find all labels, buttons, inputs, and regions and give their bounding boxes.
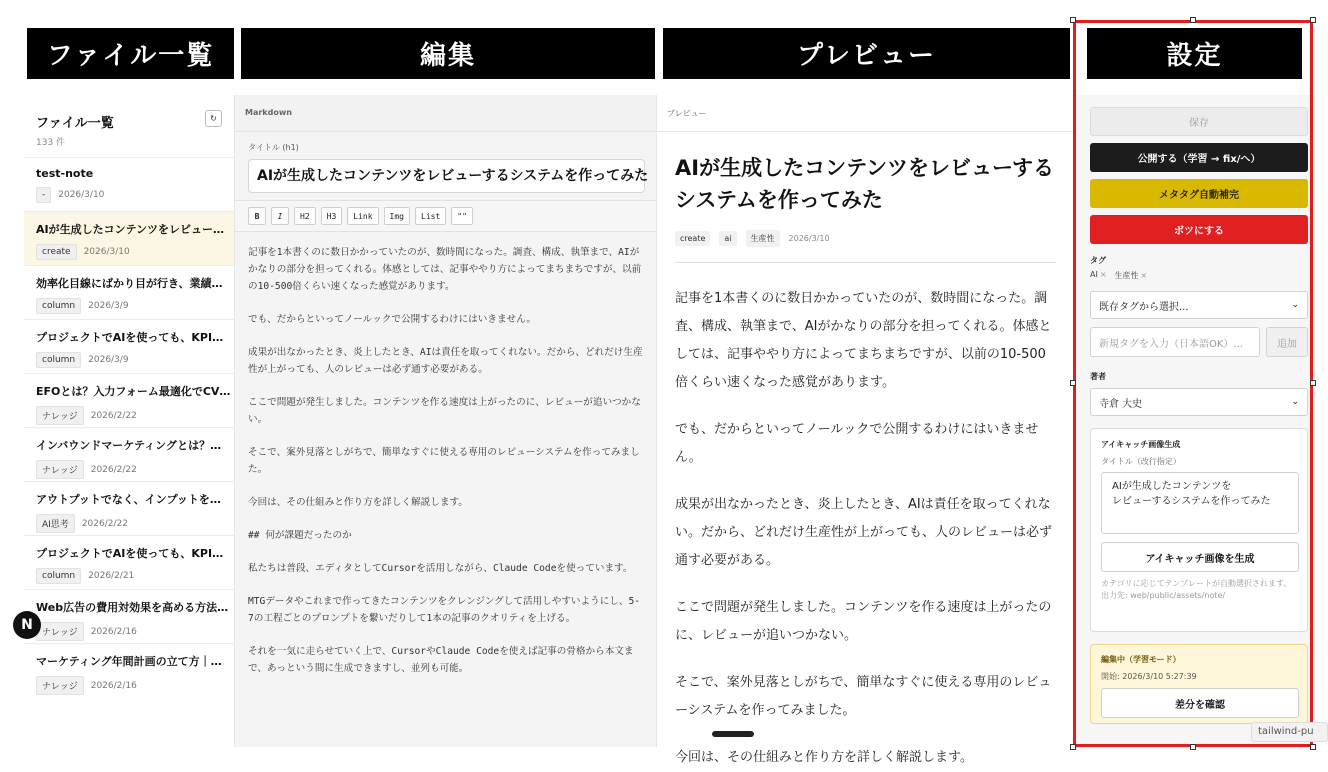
file-item-meta (36, 514, 222, 533)
title-label: タイトル (h1) (248, 143, 299, 152)
file-item-title: マーケティング年間計画の立て方｜… (36, 655, 222, 668)
editing-start-time: 開始: 2026/3/10 5:27:39 (1101, 672, 1197, 681)
file-list-header (24, 95, 234, 157)
file-item-title: AIが生成したコンテンツをレビュー… (36, 223, 225, 236)
file-item-date: 2026/2/16 (90, 626, 137, 637)
markdown-paragraph: 私たちは普段、エディタとしてCursorを活用しながら、Claude Codeを使っています。 (248, 563, 633, 574)
file-item-meta (36, 244, 222, 260)
header-editor: 編集 (241, 28, 655, 79)
refresh-icon: ↻ (210, 114, 217, 123)
textarea-line: AIが生成したコンテンツを (1112, 481, 1232, 492)
file-item-title: プロジェクトでAIを使っても、KPI… (36, 331, 224, 344)
author-select-value: 寺倉 大史 (1099, 398, 1143, 410)
file-item-meta (36, 568, 222, 584)
preview-tag: 生産性 (746, 230, 780, 247)
file-item-meta (36, 352, 222, 368)
remove-tag-icon[interactable]: × (1140, 271, 1148, 280)
markdown-toolbar (235, 200, 656, 232)
file-item-title: プロジェクトでAIを使っても、KPI… (36, 547, 224, 560)
markdown-paragraph: そこで、案外見落としがちで、簡単なすぐに使える専用のレビューシステムを作ってみました。 (248, 447, 640, 475)
toolbar-button[interactable]: Link (347, 207, 378, 225)
eyecatch-output-path: 出力先: web/public/assets/note/ (1101, 591, 1226, 600)
file-item-date: 2026/3/10 (83, 247, 130, 257)
refresh-button[interactable] (205, 110, 222, 127)
markdown-paragraph: ## 何が課題だったのか (248, 530, 352, 541)
existing-tag-select-value: 既存タグから選択... (1099, 301, 1189, 313)
file-item-tag: ナレッジ (36, 406, 84, 425)
markdown-paragraph: MTGデータやこれまで作ってきたコンテンツをクレンジングして活用しやすいようにし、5-7の工程ごとのプロンプトを繋いだりして1本の記事のクオリティを上げる。 (248, 596, 641, 624)
file-item-meta (36, 298, 222, 314)
file-item-date: 2026/2/16 (90, 680, 137, 691)
file-item-meta (36, 622, 222, 641)
resize-handle[interactable] (1190, 17, 1196, 23)
file-list-item[interactable] (24, 319, 234, 373)
new-tag-row (1090, 327, 1315, 357)
header-settings: 設定 (1087, 28, 1302, 79)
title-field-wrap (235, 132, 656, 193)
eyecatch-note: カテゴリに応じてテンプレートが自動選択されます。 (1101, 579, 1292, 588)
author-select[interactable] (1090, 388, 1308, 416)
preview-panel (656, 95, 1074, 765)
file-item-tag: ナレッジ (36, 622, 84, 641)
file-item-date: 2026/2/22 (90, 464, 137, 475)
markdown-paragraph: それを一気に走らせていく上で、CursorやClaude Codeを使えば記事の骨格から本文まで、あっという間に生成できますし、並列も可能。 (248, 646, 634, 674)
file-list-panel (24, 95, 234, 747)
file-item-tag: AI思考 (36, 514, 75, 533)
textarea-line: レビューするシステムを作ってみた (1112, 496, 1271, 507)
toolbar-button[interactable]: "" (451, 207, 473, 225)
new-tag-input[interactable]: 新規タグを入力（日本語OK）... (1090, 327, 1260, 357)
remove-tag-icon[interactable]: × (1099, 270, 1107, 279)
meta-autofill-button[interactable]: メタタグ自動補完 (1090, 179, 1308, 208)
preview-date: 2026/3/10 (788, 234, 830, 243)
reject-button[interactable]: ボツにする (1090, 215, 1308, 244)
file-list-item[interactable] (24, 643, 234, 697)
preview-paragraph: でも、だからといってノールックで公開するわけにはいきません。 (675, 422, 1039, 465)
file-list-title: ファイル一覧 (36, 116, 114, 131)
file-list-item[interactable] (24, 589, 234, 643)
file-list-item[interactable] (24, 373, 234, 427)
toolbar-button[interactable]: I (271, 207, 289, 225)
editor-panel (234, 95, 656, 747)
file-item-title: Web広告の費用対効果を高める方法… (36, 601, 229, 614)
author-label: 著者 (1090, 372, 1106, 381)
title-input[interactable]: AIが生成したコンテンツをレビューするシステムを作ってみた (248, 159, 645, 193)
editing-mode-card (1090, 644, 1308, 724)
header-preview: プレビュー (663, 28, 1070, 79)
settings-panel (1075, 95, 1315, 747)
preview-meta (675, 230, 1056, 263)
markdown-paragraph: でも、だからといってノールックで公開するわけにはいきません。 (248, 314, 536, 325)
preview-tag: ai (719, 231, 736, 246)
tag-chip: 生産性 × (1114, 271, 1148, 280)
markdown-paragraph: ここで問題が発生しました。コンテンツを作る速度は上がったのに、レビューが追いつかない。 (248, 397, 641, 425)
check-diff-button[interactable]: 差分を確認 (1101, 688, 1299, 718)
file-item-title: test-note (36, 167, 94, 180)
eyecatch-sub-label: タイトル（改行指定） (1101, 457, 1181, 466)
resize-handle[interactable] (1310, 17, 1316, 23)
resize-handle[interactable] (1070, 380, 1076, 386)
eyecatch-title: アイキャッチ画像生成 (1101, 440, 1181, 449)
scroll-indicator[interactable] (712, 731, 754, 737)
toolbar-button[interactable]: H3 (321, 207, 343, 225)
save-button[interactable]: 保存 (1090, 107, 1308, 136)
file-item-date: 2026/3/10 (58, 190, 105, 200)
chevron-down-icon: ⌄ (1291, 397, 1299, 407)
file-item-meta (36, 187, 222, 203)
preview-paragraph: 今回は、その仕組みと作り方を詳しく解説します。 (675, 750, 973, 765)
preview-paragraph: 成果が出なかったとき、炎上したとき、AIは責任を取ってくれない。だから、どれだけ生産性が上がっても、人のレビューは必ず通す必要がある。 (675, 497, 1053, 568)
file-item-title: インバウンドマーケティングとは？… (36, 439, 222, 452)
preview-paragraph: そこで、案外見落としがちで、簡単なすぐに使える専用のレビューシステムを作ってみました。 (675, 675, 1052, 718)
chevron-down-icon: ⌄ (1291, 300, 1299, 310)
markdown-paragraph: 今回は、その仕組みと作り方を詳しく解説します。 (248, 497, 468, 508)
preview-title: AIが生成したコンテンツをレビューするシステムを作ってみた (675, 156, 1054, 212)
resize-handle[interactable] (1190, 744, 1196, 750)
file-item-tag: column (36, 298, 81, 314)
file-item-meta (36, 406, 222, 425)
file-item-meta (36, 460, 222, 479)
file-item-tag: ナレッジ (36, 676, 84, 695)
file-item-tag: ナレッジ (36, 460, 84, 479)
eyecatch-card (1090, 428, 1308, 632)
file-item-title: EFOとは？入力フォーム最適化でCV… (36, 385, 231, 398)
markdown-textarea[interactable] (235, 232, 656, 705)
existing-tag-select[interactable] (1090, 291, 1308, 319)
toolbar-button[interactable]: List (415, 207, 446, 225)
preview-tag: create (675, 231, 710, 246)
publish-button[interactable]: 公開する（学習 → fix/へ） (1090, 143, 1308, 172)
preview-paragraph: 記事を1本書くのに数日かかっていたのが、数時間になった。調査、構成、執筆まで、AIがかなりの部分を担ってくれる。体感としては、記事ややり方によってまちまちですが、以前の10-500倍くらい速くなった感覚があります。 (675, 291, 1052, 390)
file-item-tag: column (36, 568, 81, 584)
preview-body (675, 285, 1056, 772)
file-items (24, 157, 234, 697)
toolbar-button[interactable]: H2 (294, 207, 316, 225)
resize-handle[interactable] (1310, 380, 1316, 386)
editing-mode-title: 編集中（学習モード） (1101, 655, 1181, 664)
file-item-date: 2026/2/22 (90, 410, 137, 421)
file-item-tag: create (36, 244, 77, 260)
file-list-item[interactable] (24, 157, 234, 211)
generate-eyecatch-button[interactable]: アイキャッチ画像を生成 (1101, 542, 1299, 572)
file-item-date: 2026/3/9 (88, 355, 129, 365)
devtools-element-label: tailwind-pu (1251, 722, 1328, 742)
file-item-tag: - (36, 187, 51, 203)
add-tag-button[interactable]: 追加 (1266, 327, 1308, 357)
resize-handle[interactable] (1070, 17, 1076, 23)
file-list-item[interactable] (24, 265, 234, 319)
file-list-item[interactable] (24, 211, 234, 265)
file-item-date: 2026/3/9 (88, 301, 129, 311)
resize-handle[interactable] (1070, 744, 1076, 750)
file-list-item[interactable] (24, 535, 234, 589)
toolbar-button[interactable]: B (248, 207, 266, 225)
eyecatch-title-textarea[interactable] (1101, 472, 1299, 534)
file-item-tag: column (36, 352, 81, 368)
preview-panel-label: プレビュー (657, 95, 1074, 132)
markdown-paragraph: 成果が出なかったとき、炎上したとき、AIは責任を取ってくれない。だから、どれだけ生産性が上がっても、人のレビューは必ず通す必要がある。 (248, 347, 643, 375)
file-item-date: 2026/2/22 (81, 518, 128, 529)
resize-handle[interactable] (1310, 744, 1316, 750)
header-files: ファイル一覧 (27, 28, 234, 79)
file-list-item[interactable] (24, 427, 234, 481)
tag-chip: AI × (1090, 270, 1107, 279)
file-item-meta (36, 676, 222, 695)
file-item-title: アウトプットでなく、インプットを… (36, 493, 221, 506)
file-count: 133 件 (36, 138, 66, 148)
file-item-date: 2026/2/21 (88, 571, 135, 581)
file-item-title: 効率化目線にばかり目が行き、業績… (36, 277, 223, 290)
file-list-item[interactable] (24, 481, 234, 535)
editor-panel-label: Markdown (235, 95, 656, 132)
tag-chips (1090, 270, 1315, 281)
toolbar-button[interactable]: Img (384, 207, 410, 225)
tags-label: タグ (1090, 256, 1106, 265)
n-avatar-badge[interactable]: N (13, 611, 41, 639)
preview-paragraph: ここで問題が発生しました。コンテンツを作る速度は上がったのに、レビューが追いつかない。 (675, 600, 1052, 643)
markdown-paragraph: 記事を1本書くのに数日かかっていたのが、数時間になった。調査、構成、執筆まで、AIがかなりの部分を担ってくれる。体感としては、記事ややり方によってまちまちですが、以前の10-500倍くらい速くなった感覚があります。 (248, 247, 642, 292)
